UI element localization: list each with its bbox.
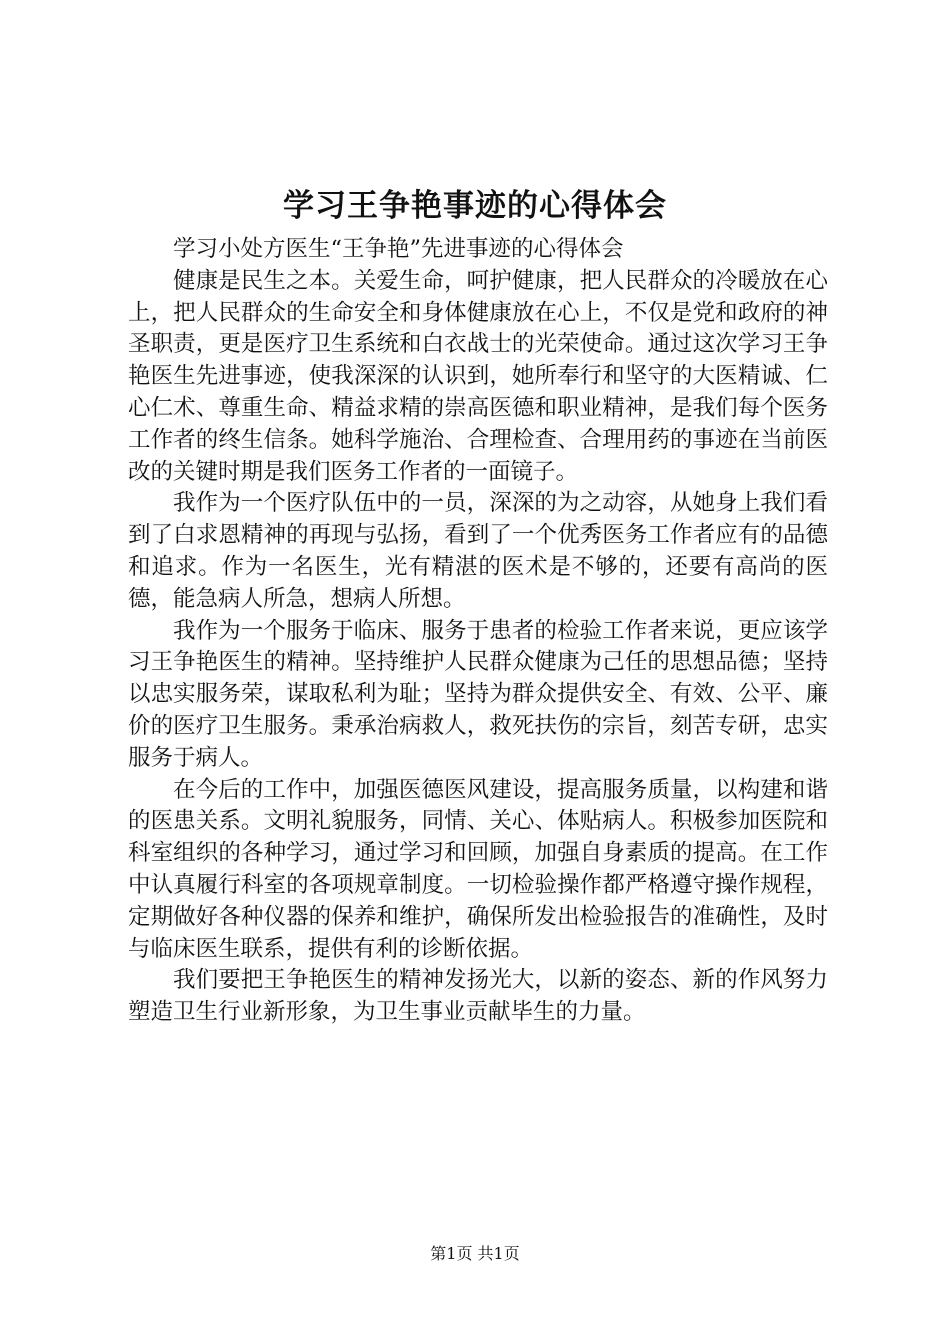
paragraph: 我作为一个医疗队伍中的一员，深深的为之动容，从她身上我们看到了白求恩精神的再现与弘扬，看到了一个优秀医务工作者应有的品德和追求。作为一名医生，光有精湛的医术是不够的，还要有高尚的医德，能急病人所急，想病人所想。 [128, 490, 828, 612]
paragraph: 在今后的工作中，加强医德医风建设，提高服务质量，以构建和谐的医患关系。文明礼貌服务，同情、关心、体贴病人。积极参加医院和科室组织的各种学习，通过学习和回顾，加强自身素质的提高。在工作中认真履行科室的各项规章制度。一切检验操作都严格遵守操作规程，定期做好各种仪器的保养和维护，确保所发出检验报告的准确性，及时与临床医生联系，提供有利的诊断依据。 [128, 776, 828, 962]
document-title: 学习王争艳事迹的心得体会 [283, 188, 667, 224]
paragraph: 我作为一个服务于临床、服务于患者的检验工作者来说，更应该学习王争艳医生的精神。坚持维护人民群众健康为己任的思想品德；坚持以忠实服务荣，谋取私利为耻；坚持为群众提供安全、有效、公平、廉价的医疗卫生服务。秉承治病救人，救死扶伤的宗旨，刻苦专研，忠实服务于病人。 [128, 617, 828, 771]
paragraph: 我们要把王争艳医生的精神发扬光大，以新的姿态、新的作风努力塑造卫生行业新形象，为卫生事业贡献毕生的力量。 [128, 967, 828, 1026]
paragraph: 健康是民生之本。关爱生命，呵护健康，把人民群众的冷暖放在心上，把人民群众的生命安全和身体健康放在心上，不仅是党和政府的神圣职责，更是医疗卫生系统和白衣战士的光荣使命。通过这次学习王争艳医生先进事迹，使我深深的认识到，她所奉行和坚守的大医精诚、仁心仁术、尊重生命、精益求精的崇高医德和职业精神，是我们每个医务工作者的终生信条。她科学施治、合理检查、合理用药的事迹在当前医改的关键时期是我们医务工作者的一面镜子。 [128, 267, 828, 485]
paragraph-subtitle: 学习小处方医生“王争艳”先进事迹的心得体会 [173, 236, 624, 262]
page-footer: 第1页 共1页 [430, 1244, 520, 1263]
document-body [128, 234, 828, 1029]
